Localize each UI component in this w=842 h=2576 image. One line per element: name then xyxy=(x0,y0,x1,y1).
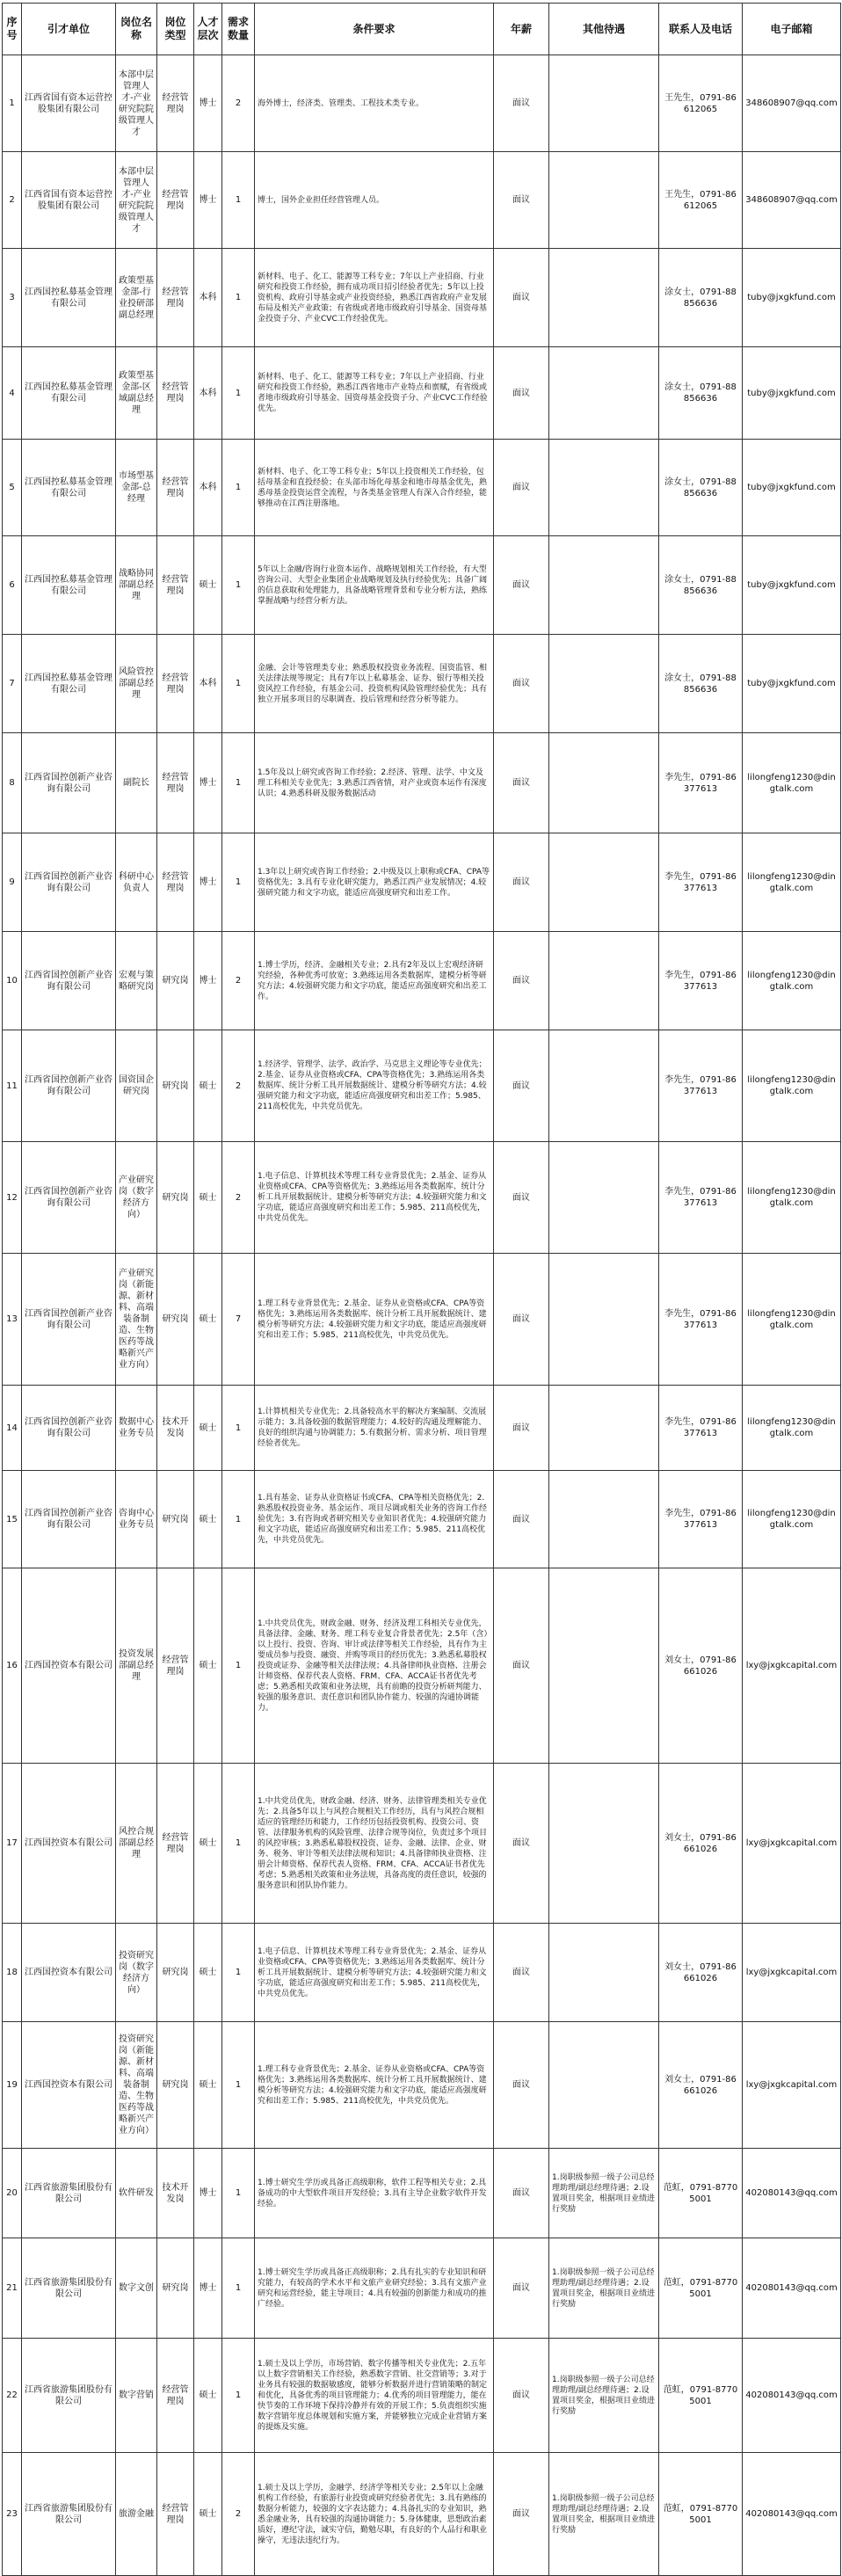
cell-email: lilongfeng1230@dingtalk.com xyxy=(743,1254,841,1386)
cell-salary: 面议 xyxy=(494,2238,549,2339)
cell-benefits xyxy=(549,2022,659,2149)
cell-type: 研究岗 xyxy=(157,1030,194,1142)
cell-num: 1 xyxy=(222,1924,255,2022)
table-row xyxy=(3,1142,841,1254)
cell-no: 17 xyxy=(3,1764,22,1924)
cell-post: 咨询中心业务专员 xyxy=(116,1471,157,1568)
cell-email: 348608907@qq.com xyxy=(743,152,841,249)
cell-requirements: 1.博士研究生学历或具备正高级职称，软件工程等相关专业；2.具备成功的中大型软件项目开发经验；3.具有主导企业数字软件开发经验。 xyxy=(255,2149,494,2238)
cell-post: 数据中心业务专员 xyxy=(116,1386,157,1471)
cell-level: 博士 xyxy=(194,152,222,249)
cell-type: 经营管理岗 xyxy=(157,2453,194,2576)
cell-email: tuby@jxgkfund.com xyxy=(743,536,841,635)
cell-contact: 范虹，0791-87705001 xyxy=(659,2238,743,2339)
cell-salary: 面议 xyxy=(494,1764,549,1924)
cell-no: 7 xyxy=(3,635,22,733)
cell-salary: 面议 xyxy=(494,2149,549,2238)
cell-unit: 江西省旅游集团股份有限公司 xyxy=(22,2149,116,2238)
table-header xyxy=(3,4,841,55)
cell-type: 经营管理岗 xyxy=(157,347,194,440)
header-requirements: 条件要求 xyxy=(255,4,494,55)
header-num: 需求数量 xyxy=(222,4,255,55)
cell-no: 18 xyxy=(3,1924,22,2022)
cell-type: 经营管理岗 xyxy=(157,152,194,249)
table-row xyxy=(3,1568,841,1764)
cell-post: 投资研究岗（新能源、新材料、高端装备制造、生物医药等战略新兴产业方向） xyxy=(116,2022,157,2149)
cell-email: lilongfeng1230@dingtalk.com xyxy=(743,1142,841,1254)
cell-num: 1 xyxy=(222,347,255,440)
cell-post: 软件研发 xyxy=(116,2149,157,2238)
cell-salary: 面议 xyxy=(494,536,549,635)
cell-benefits: 1.岗职级参照一级子公司总经理助理/副总经理待遇；2.设置项目奖金，根据项目业绩进行奖励 xyxy=(549,2453,659,2576)
cell-no: 23 xyxy=(3,2453,22,2576)
cell-num: 1 xyxy=(222,249,255,347)
cell-num: 2 xyxy=(222,1142,255,1254)
cell-level: 博士 xyxy=(194,733,222,833)
cell-type: 技术开发岗 xyxy=(157,2149,194,2238)
cell-requirements: 5年以上金融/咨询行业资本运作、战略规划相关工作经验，有大型咨询公司、大型企业集团企业战略规划及执行经验优先；具备广阔的信息获取和处理能力，具备战略管理背景和专业分析方法，熟练掌握战略与经营分析方法。 xyxy=(255,536,494,635)
cell-num: 2 xyxy=(222,2453,255,2576)
cell-benefits xyxy=(549,833,659,932)
cell-requirements: 1.理工科专业背景优先；2.基金、证券从业资格或CFA、CPA等资格优先；3.熟练运用各类数据库、统计分析工具开展数据统计、建模分析等研究方法；4.较强研究能力和文字功底，能适应高强度研究和出差工作；5.985、211高校优先，中共党员优先。 xyxy=(255,1254,494,1386)
cell-no: 14 xyxy=(3,1386,22,1471)
cell-salary: 面议 xyxy=(494,1568,549,1764)
cell-contact: 涂女士，0791-88856636 xyxy=(659,440,743,536)
cell-level: 本科 xyxy=(194,249,222,347)
cell-salary: 面议 xyxy=(494,2339,549,2453)
cell-num: 1 xyxy=(222,1386,255,1471)
cell-unit: 江西国控资本有限公司 xyxy=(22,1568,116,1764)
cell-unit: 江西国控资本有限公司 xyxy=(22,2022,116,2149)
cell-type: 经营管理岗 xyxy=(157,2339,194,2453)
cell-salary: 面议 xyxy=(494,249,549,347)
cell-unit: 江西国控私募基金管理有限公司 xyxy=(22,249,116,347)
cell-email: tuby@jxgkfund.com xyxy=(743,347,841,440)
cell-benefits xyxy=(549,1924,659,2022)
cell-requirements: 1.硕士及以上学历，金融学、经济学等相关专业；2.5年以上金融机构工作经验，有旅游行业投资或研究经验者优先；3.具有熟练的数据分析能力，较强的文字表达能力；4.具备扎实的专业知识，熟悉金融业务，具有较强的沟通协调能力；5.身体健康，思想政治素质好，遵纪守法，诚实守信，勤勉尽职，有良好的个人品行和职业操守，无违法违纪行为。 xyxy=(255,2453,494,2576)
cell-unit: 江西省国控创新产业咨询有限公司 xyxy=(22,1254,116,1386)
cell-contact: 涂女士，0791-88856636 xyxy=(659,536,743,635)
cell-num: 1 xyxy=(222,635,255,733)
cell-salary: 面议 xyxy=(494,1471,549,1568)
cell-no: 20 xyxy=(3,2149,22,2238)
cell-no: 6 xyxy=(3,536,22,635)
cell-post: 科研中心负责人 xyxy=(116,833,157,932)
cell-post: 投资发展部副总经理 xyxy=(116,1568,157,1764)
cell-level: 硕士 xyxy=(194,1386,222,1471)
cell-contact: 涂女士，0791-88856636 xyxy=(659,249,743,347)
cell-type: 研究岗 xyxy=(157,1142,194,1254)
cell-contact: 李先生，0791-86377613 xyxy=(659,1386,743,1471)
cell-no: 13 xyxy=(3,1254,22,1386)
cell-no: 9 xyxy=(3,833,22,932)
cell-level: 博士 xyxy=(194,833,222,932)
cell-unit: 江西省国控创新产业咨询有限公司 xyxy=(22,1386,116,1471)
cell-level: 博士 xyxy=(194,2238,222,2339)
cell-unit: 江西省国控创新产业咨询有限公司 xyxy=(22,932,116,1030)
cell-post: 数字营销 xyxy=(116,2339,157,2453)
cell-level: 硕士 xyxy=(194,2453,222,2576)
table-row xyxy=(3,833,841,932)
cell-unit: 江西国控私募基金管理有限公司 xyxy=(22,347,116,440)
cell-email: 402080143@qq.com xyxy=(743,2238,841,2339)
cell-contact: 范虹，0791-87705001 xyxy=(659,2339,743,2453)
cell-salary: 面议 xyxy=(494,440,549,536)
recruitment-table xyxy=(2,3,841,2576)
cell-unit: 江西省国控创新产业咨询有限公司 xyxy=(22,1471,116,1568)
cell-contact: 李先生，0791-86377613 xyxy=(659,833,743,932)
cell-unit: 江西省旅游集团股份有限公司 xyxy=(22,2238,116,2339)
cell-post: 产业研究岗（数字经济方向） xyxy=(116,1142,157,1254)
cell-email: tuby@jxgkfund.com xyxy=(743,249,841,347)
cell-level: 硕士 xyxy=(194,1142,222,1254)
cell-num: 2 xyxy=(222,55,255,152)
cell-no: 19 xyxy=(3,2022,22,2149)
cell-benefits: 1.岗职级参照一级子公司总经理助理/副总经理待遇；2.设置项目奖金，根据项目业绩进行奖励 xyxy=(549,2339,659,2453)
cell-email: 348608907@qq.com xyxy=(743,55,841,152)
cell-contact: 范虹，0791-87705001 xyxy=(659,2149,743,2238)
cell-no: 22 xyxy=(3,2339,22,2453)
cell-unit: 江西省国控创新产业咨询有限公司 xyxy=(22,733,116,833)
cell-unit: 江西省国控创新产业咨询有限公司 xyxy=(22,833,116,932)
cell-post: 旅游金融 xyxy=(116,2453,157,2576)
cell-requirements: 1.理工科专业背景优先；2.基金、证券从业资格或CFA、CPA等资格优先；3.熟练运用各类数据库、统计分析工具开展数据统计、建模分析等研究方法；4.较强研究能力和文字功底，能适应高强度研究和出差工作；5.985、211高校优先，中共党员优先。 xyxy=(255,2022,494,2149)
table-row xyxy=(3,1386,841,1471)
cell-benefits: 1.岗职级参照一级子公司总经理助理/副总经理待遇；2.设置项目奖金，根据项目业绩进行奖励 xyxy=(549,2238,659,2339)
cell-post: 风险管控部副总经理 xyxy=(116,635,157,733)
cell-type: 研究岗 xyxy=(157,1254,194,1386)
header-level: 人才层次 xyxy=(194,4,222,55)
cell-type: 研究岗 xyxy=(157,2022,194,2149)
table-row xyxy=(3,2238,841,2339)
cell-unit: 江西国控资本有限公司 xyxy=(22,1924,116,2022)
table-row xyxy=(3,249,841,347)
cell-type: 研究岗 xyxy=(157,932,194,1030)
cell-num: 1 xyxy=(222,2339,255,2453)
cell-num: 7 xyxy=(222,1254,255,1386)
cell-salary: 面议 xyxy=(494,1254,549,1386)
cell-no: 8 xyxy=(3,733,22,833)
cell-requirements: 1.中共党员优先，财政金融、财务、经济及理工科相关专业优先，具备法律、金融、财务、理工科专业复合背景者优先；2.5年（含）以上投行、投资、咨询、审计或法律等相关工作经验，具有作为主要成员参与投资、融资、并购等项目的经历优先；3.熟悉私募股权投资或证券、金融等相关法律法规；4.具备律师执业资格、注册会计师资格、保荐代表人资格、FRM、CFA、ACCA证书者优先考虑；5.熟悉相关政策和业务法规，具有前瞻的投资分析研判能力、较强的服务意识、责任意识和团队协作能力、较强的沟通协调能力。 xyxy=(255,1568,494,1764)
cell-post: 政策型基金部-区域副总经理 xyxy=(116,347,157,440)
cell-benefits: 1.岗职级参照一级子公司总经理助理/副总经理待遇；2.设置项目奖金，根据项目业绩进行奖励 xyxy=(549,2149,659,2238)
cell-contact: 李先生，0791-86377613 xyxy=(659,733,743,833)
cell-salary: 面议 xyxy=(494,1924,549,2022)
cell-no: 15 xyxy=(3,1471,22,1568)
cell-no: 1 xyxy=(3,55,22,152)
cell-no: 3 xyxy=(3,249,22,347)
cell-requirements: 1.电子信息、计算机技术等理工科专业背景优先；2.基金、证券从业资格或CFA、CPA等资格优先；3.熟练运用各类数据库、统计分析工具开展数据统计、建模分析等研究方法；4.较强研究能力和文字功底，能适应高强度研究和出差工作；5.985、211高校优先，中共党员优先。 xyxy=(255,1924,494,2022)
cell-num: 1 xyxy=(222,2022,255,2149)
cell-email: lilongfeng1230@dingtalk.com xyxy=(743,1030,841,1142)
cell-salary: 面议 xyxy=(494,152,549,249)
cell-post: 数字文创 xyxy=(116,2238,157,2339)
cell-requirements: 博士，国外企业担任经营管理人员。 xyxy=(255,152,494,249)
cell-post: 本部中层管理人才-产业研究院院级管理人才 xyxy=(116,55,157,152)
table-row xyxy=(3,152,841,249)
table-row xyxy=(3,1030,841,1142)
cell-email: lilongfeng1230@dingtalk.com xyxy=(743,733,841,833)
cell-salary: 面议 xyxy=(494,2022,549,2149)
table-row xyxy=(3,1764,841,1924)
header-unit: 引才单位 xyxy=(22,4,116,55)
cell-type: 经营管理岗 xyxy=(157,833,194,932)
cell-salary: 面议 xyxy=(494,347,549,440)
cell-num: 1 xyxy=(222,733,255,833)
cell-unit: 江西省国控创新产业咨询有限公司 xyxy=(22,1030,116,1142)
cell-level: 硕士 xyxy=(194,1924,222,2022)
cell-type: 研究岗 xyxy=(157,2238,194,2339)
cell-type: 经营管理岗 xyxy=(157,249,194,347)
header-email: 电子邮箱 xyxy=(743,4,841,55)
cell-requirements: 1.博士研究生学历或具备正高级职称；2.具有扎实的专业知识和研究能力，有较高的学术水平和文旅产业研究经验；3.具有文旅产业研究和运营经验，能主导项目；4.具有较强的创新能力和成功的推广经验。 xyxy=(255,2238,494,2339)
cell-requirements: 1.具有基金、证券从业资格证书或CFA、CPA等相关资格优先；2.熟悉股权投资业务、基金运作、项目尽调或相关业务的咨询工作经验优先；3.有咨询或者研究相关专业知识者优先；4.较强研究能力和文字功底，能适应高强度研究和出差工作；5.985、211高校优先，中共党员优先。 xyxy=(255,1471,494,1568)
cell-email: tuby@jxgkfund.com xyxy=(743,635,841,733)
cell-type: 经营管理岗 xyxy=(157,1764,194,1924)
cell-requirements: 1.中共党员优先，财政金融、经济、财务、法律管理类相关专业优先；2.具备5年以上与风控合规相关工作经历，具有与风控合规相适应的管理经历和能力，工作经历包括投资机构、投资公司、资管、法律服务机构的风险管理、法律合规等岗位，负责过多个项目的风控审核；3.熟悉私募股权投资、证券、金融、法律、企业、财务、税务、审计等相关法律法规和知识；4.具备律师执业资格、注册会计师资格、保荐代表人资格、FRM、CFA、ACCA证书者优先考虑；5.熟悉相关政策和业务法规，具备高度的责任意识，较强的服务意识和团队协作能力。 xyxy=(255,1764,494,1924)
cell-contact: 王先生，0791-86612065 xyxy=(659,152,743,249)
cell-requirements: 海外博士，经济类、管理类、工程技术类专业。 xyxy=(255,55,494,152)
cell-email: lxy@jxgkcapital.com xyxy=(743,1764,841,1924)
table-row xyxy=(3,2339,841,2453)
table-row xyxy=(3,733,841,833)
table-row xyxy=(3,2453,841,2576)
cell-post: 战略协同部副总经理 xyxy=(116,536,157,635)
cell-level: 博士 xyxy=(194,2149,222,2238)
cell-num: 1 xyxy=(222,1764,255,1924)
cell-benefits xyxy=(549,347,659,440)
cell-salary: 面议 xyxy=(494,1142,549,1254)
recruitment-table-container xyxy=(2,3,840,2576)
cell-requirements: 1.博士学历，经济、金融相关专业；2.具有2年及以上宏观经济研究经验，各种优秀可放宽；3.熟练运用各类数据库，建模分析等研究方法；4.较强研究能力和文字功底，能适应高强度研究和出差工作。 xyxy=(255,932,494,1030)
cell-type: 经营管理岗 xyxy=(157,55,194,152)
cell-benefits xyxy=(549,932,659,1030)
cell-contact: 刘女士，0791-86661026 xyxy=(659,1924,743,2022)
cell-no: 11 xyxy=(3,1030,22,1142)
cell-email: lxy@jxgkcapital.com xyxy=(743,1924,841,2022)
cell-no: 5 xyxy=(3,440,22,536)
cell-num: 1 xyxy=(222,833,255,932)
cell-no: 21 xyxy=(3,2238,22,2339)
cell-contact: 范虹，0791-87705001 xyxy=(659,2453,743,2576)
cell-unit: 江西国控资本有限公司 xyxy=(22,1764,116,1924)
cell-level: 硕士 xyxy=(194,1030,222,1142)
cell-unit: 江西省国有资本运营控股集团有限公司 xyxy=(22,55,116,152)
cell-salary: 面议 xyxy=(494,833,549,932)
cell-requirements: 1.计算机相关专业优先；2.具备较高水平的解决方案编制、交流展示能力；3.具备较强的数据管理能力；4.较好的沟通及理解能力、良好的组织沟通与协调能力；5.有数据分析、需求分析、项目管理经验者优先。 xyxy=(255,1386,494,1471)
cell-benefits xyxy=(549,635,659,733)
table-row xyxy=(3,635,841,733)
cell-type: 经营管理岗 xyxy=(157,635,194,733)
cell-benefits xyxy=(549,1764,659,1924)
cell-post: 投资研究岗（数字经济方向） xyxy=(116,1924,157,2022)
table-row xyxy=(3,2022,841,2149)
table-row xyxy=(3,536,841,635)
cell-email: lilongfeng1230@dingtalk.com xyxy=(743,932,841,1030)
cell-level: 博士 xyxy=(194,55,222,152)
cell-benefits xyxy=(549,733,659,833)
cell-unit: 江西国控私募基金管理有限公司 xyxy=(22,536,116,635)
cell-unit: 江西国控私募基金管理有限公司 xyxy=(22,635,116,733)
table-row xyxy=(3,1924,841,2022)
cell-level: 硕士 xyxy=(194,1568,222,1764)
cell-email: lilongfeng1230@dingtalk.com xyxy=(743,833,841,932)
cell-email: lilongfeng1230@dingtalk.com xyxy=(743,1386,841,1471)
cell-contact: 李先生，0791-86377613 xyxy=(659,1030,743,1142)
cell-level: 硕士 xyxy=(194,2339,222,2453)
cell-benefits xyxy=(549,249,659,347)
cell-email: lxy@jxgkcapital.com xyxy=(743,2022,841,2149)
cell-level: 本科 xyxy=(194,635,222,733)
cell-num: 1 xyxy=(222,2238,255,2339)
cell-no: 10 xyxy=(3,932,22,1030)
cell-contact: 李先生，0791-86377613 xyxy=(659,1471,743,1568)
cell-level: 本科 xyxy=(194,347,222,440)
cell-benefits xyxy=(549,1568,659,1764)
cell-email: lxy@jxgkcapital.com xyxy=(743,1568,841,1764)
cell-requirements: 新材料、电子、化工等工科专业；5年以上投资相关工作经验，包括母基金和直投经验；在头部市场化母基金和地市母基金优先，熟悉母基金投资运营全流程，与各类基金管理人有深入合作经验，能够推动在江西注册落地。 xyxy=(255,440,494,536)
cell-requirements: 1.经济学、管理学、法学、政治学、马克思主义理论等专业优先；2.基金、证券从业资格或CFA、CPA等资格优先；3.熟练运用各类数据库、统计分析工具开展数据统计、建模分析等研究方法；4.较强研究能力和文字功底，能适应高强度研究和出差工作；5.985、211高校优先，中共党员优先。 xyxy=(255,1030,494,1142)
cell-benefits xyxy=(549,1142,659,1254)
cell-contact: 李先生，0791-86377613 xyxy=(659,1142,743,1254)
cell-requirements: 1.3年以上研究或咨询工作经验；2.中级及以上职称或CFA、CPA等资格优先；3.具有专业化研究能力，熟悉江西产业发展情况；4.较强研究能力和文字功底，能适应高强度研究和出差工作。 xyxy=(255,833,494,932)
cell-post: 国资国企研究岗 xyxy=(116,1030,157,1142)
cell-num: 1 xyxy=(222,152,255,249)
cell-requirements: 新材料、电子、化工、能源等工科专业；7年以上产业招商、行业研究和投资工作经验，熟悉江西省地市产业特点和禀赋，有省级或者地市级政府引导基金、国资母基金投资子分、产业CVC工作经验优先。 xyxy=(255,347,494,440)
cell-level: 硕士 xyxy=(194,536,222,635)
cell-contact: 刘女士，0791-86661026 xyxy=(659,1568,743,1764)
header-salary: 年薪 xyxy=(494,4,549,55)
cell-contact: 涂女士，0791-88856636 xyxy=(659,635,743,733)
cell-requirements: 金融、会计等管理类专业；熟悉股权投资业务流程、国资监管、相关法律法规等规定；具有7年以上私募基金、证券、银行等相关投资风控工作经验，有基金公司、投资机构风险管理经验优先；具有独立开展多项目的尽职调查、投后管理和经营分析等能力。 xyxy=(255,635,494,733)
table-row xyxy=(3,1471,841,1568)
cell-requirements: 新材料、电子、化工、能源等工科专业；7年以上产业招商、行业研究和投资工作经验，拥有成功项目招引经验者优先；5年以上投资机构、政府引导基金或产业投资经验，熟悉江西省政府产业发展布局及相关产业政策；有省级或者地市级政府引导基金、国资母基金投资子分、产业CVC工作经验优先。 xyxy=(255,249,494,347)
cell-no: 2 xyxy=(3,152,22,249)
cell-email: 402080143@qq.com xyxy=(743,2339,841,2453)
cell-email: 402080143@qq.com xyxy=(743,2453,841,2576)
cell-benefits xyxy=(549,152,659,249)
cell-type: 技术开发岗 xyxy=(157,1386,194,1471)
cell-salary: 面议 xyxy=(494,635,549,733)
header-benefits: 其他待遇 xyxy=(549,4,659,55)
cell-email: tuby@jxgkfund.com xyxy=(743,440,841,536)
table-row xyxy=(3,347,841,440)
cell-contact: 李先生，0791-86377613 xyxy=(659,932,743,1030)
cell-num: 2 xyxy=(222,932,255,1030)
cell-unit: 江西国控私募基金管理有限公司 xyxy=(22,440,116,536)
header-contact: 联系人及电话 xyxy=(659,4,743,55)
cell-post: 本部中层管理人才-产业研究院院级管理人才 xyxy=(116,152,157,249)
cell-no: 16 xyxy=(3,1568,22,1764)
header-type: 岗位类型 xyxy=(157,4,194,55)
cell-contact: 李先生，0791-86377613 xyxy=(659,1254,743,1386)
cell-benefits xyxy=(549,1030,659,1142)
cell-type: 经营管理岗 xyxy=(157,733,194,833)
cell-unit: 江西省国控创新产业咨询有限公司 xyxy=(22,1142,116,1254)
cell-type: 经营管理岗 xyxy=(157,440,194,536)
table-row xyxy=(3,55,841,152)
cell-type: 经营管理岗 xyxy=(157,1568,194,1764)
cell-type: 研究岗 xyxy=(157,1924,194,2022)
cell-salary: 面议 xyxy=(494,1030,549,1142)
header-post: 岗位名称 xyxy=(116,4,157,55)
cell-level: 本科 xyxy=(194,440,222,536)
cell-type: 研究岗 xyxy=(157,1471,194,1568)
cell-num: 1 xyxy=(222,2149,255,2238)
cell-num: 1 xyxy=(222,536,255,635)
cell-salary: 面议 xyxy=(494,932,549,1030)
cell-num: 2 xyxy=(222,1030,255,1142)
cell-benefits xyxy=(549,1254,659,1386)
table-row xyxy=(3,1254,841,1386)
header-row xyxy=(3,4,841,55)
table-row xyxy=(3,932,841,1030)
cell-salary: 面议 xyxy=(494,733,549,833)
cell-email: 402080143@qq.com xyxy=(743,2149,841,2238)
cell-no: 12 xyxy=(3,1142,22,1254)
cell-contact: 涂女士，0791-88856636 xyxy=(659,347,743,440)
cell-post: 风控合规部副总经理 xyxy=(116,1764,157,1924)
cell-num: 1 xyxy=(222,440,255,536)
cell-unit: 江西省旅游集团股份有限公司 xyxy=(22,2453,116,2576)
cell-level: 硕士 xyxy=(194,1471,222,1568)
cell-no: 4 xyxy=(3,347,22,440)
cell-num: 1 xyxy=(222,1471,255,1568)
cell-email: lilongfeng1230@dingtalk.com xyxy=(743,1471,841,1568)
cell-post: 宏观与策略研究岗 xyxy=(116,932,157,1030)
cell-salary: 面议 xyxy=(494,55,549,152)
cell-requirements: 1.电子信息、计算机技术等理工科专业背景优先；2.基金、证券从业资格或CFA、CPA等资格优先；3.熟练运用各类数据库、统计分析工具开展数据统计、建模分析等研究方法；4.较强研究能力和文字功底，能适应高强度研究和出差工作；5.985、211高校优先，中共党员优先。 xyxy=(255,1142,494,1254)
cell-benefits xyxy=(549,1386,659,1471)
table-row xyxy=(3,440,841,536)
cell-requirements: 1.5年及以上研究或咨询工作经验；2.经济、管理、法学、中文及理工科相关专业优先；3.熟悉江西省情，对产业或资本运作有深度认识；4.熟悉科研及服务数据活动 xyxy=(255,733,494,833)
cell-salary: 面议 xyxy=(494,1386,549,1471)
cell-level: 硕士 xyxy=(194,2022,222,2149)
table-body xyxy=(3,55,841,2576)
cell-level: 硕士 xyxy=(194,1254,222,1386)
cell-benefits xyxy=(549,1471,659,1568)
cell-post: 市场型基金部-总经理 xyxy=(116,440,157,536)
cell-post: 政策型基金部-行业投研部副总经理 xyxy=(116,249,157,347)
cell-contact: 王先生，0791-86612065 xyxy=(659,55,743,152)
header-no: 序号 xyxy=(3,4,22,55)
cell-num: 1 xyxy=(222,1568,255,1764)
table-row xyxy=(3,2149,841,2238)
cell-post: 产业研究岗（新能源、新材料、高端装备制造、生物医药等战略新兴产业方向） xyxy=(116,1254,157,1386)
cell-post: 副院长 xyxy=(116,733,157,833)
cell-contact: 刘女士，0791-86661026 xyxy=(659,1764,743,1924)
cell-benefits xyxy=(549,440,659,536)
cell-level: 博士 xyxy=(194,932,222,1030)
cell-type: 经营管理岗 xyxy=(157,536,194,635)
cell-requirements: 1.硕士及以上学历，市场营销、数字传播等相关专业优先；2.五年以上数字营销相关工作经验，熟悉数字营销、社交营销等；3.对于业务具有较强的数据敏感度，能够分析数据并进行营销策略的制定和优化，具备优秀的项目管理能力；4.优秀的项目管理能力，能在快节奏的工作环境下保持冷静并有效的开展工作；5.负责组织实施数字营销年度总体规划和实施方案，并能够独立完成企业营销方案的提炼及实施。 xyxy=(255,2339,494,2453)
cell-contact: 刘女士，0791-86661026 xyxy=(659,2022,743,2149)
cell-salary: 面议 xyxy=(494,2453,549,2576)
cell-benefits xyxy=(549,55,659,152)
cell-benefits xyxy=(549,536,659,635)
cell-unit: 江西省国有资本运营控股集团有限公司 xyxy=(22,152,116,249)
cell-unit: 江西省旅游集团股份有限公司 xyxy=(22,2339,116,2453)
cell-level: 硕士 xyxy=(194,1764,222,1924)
